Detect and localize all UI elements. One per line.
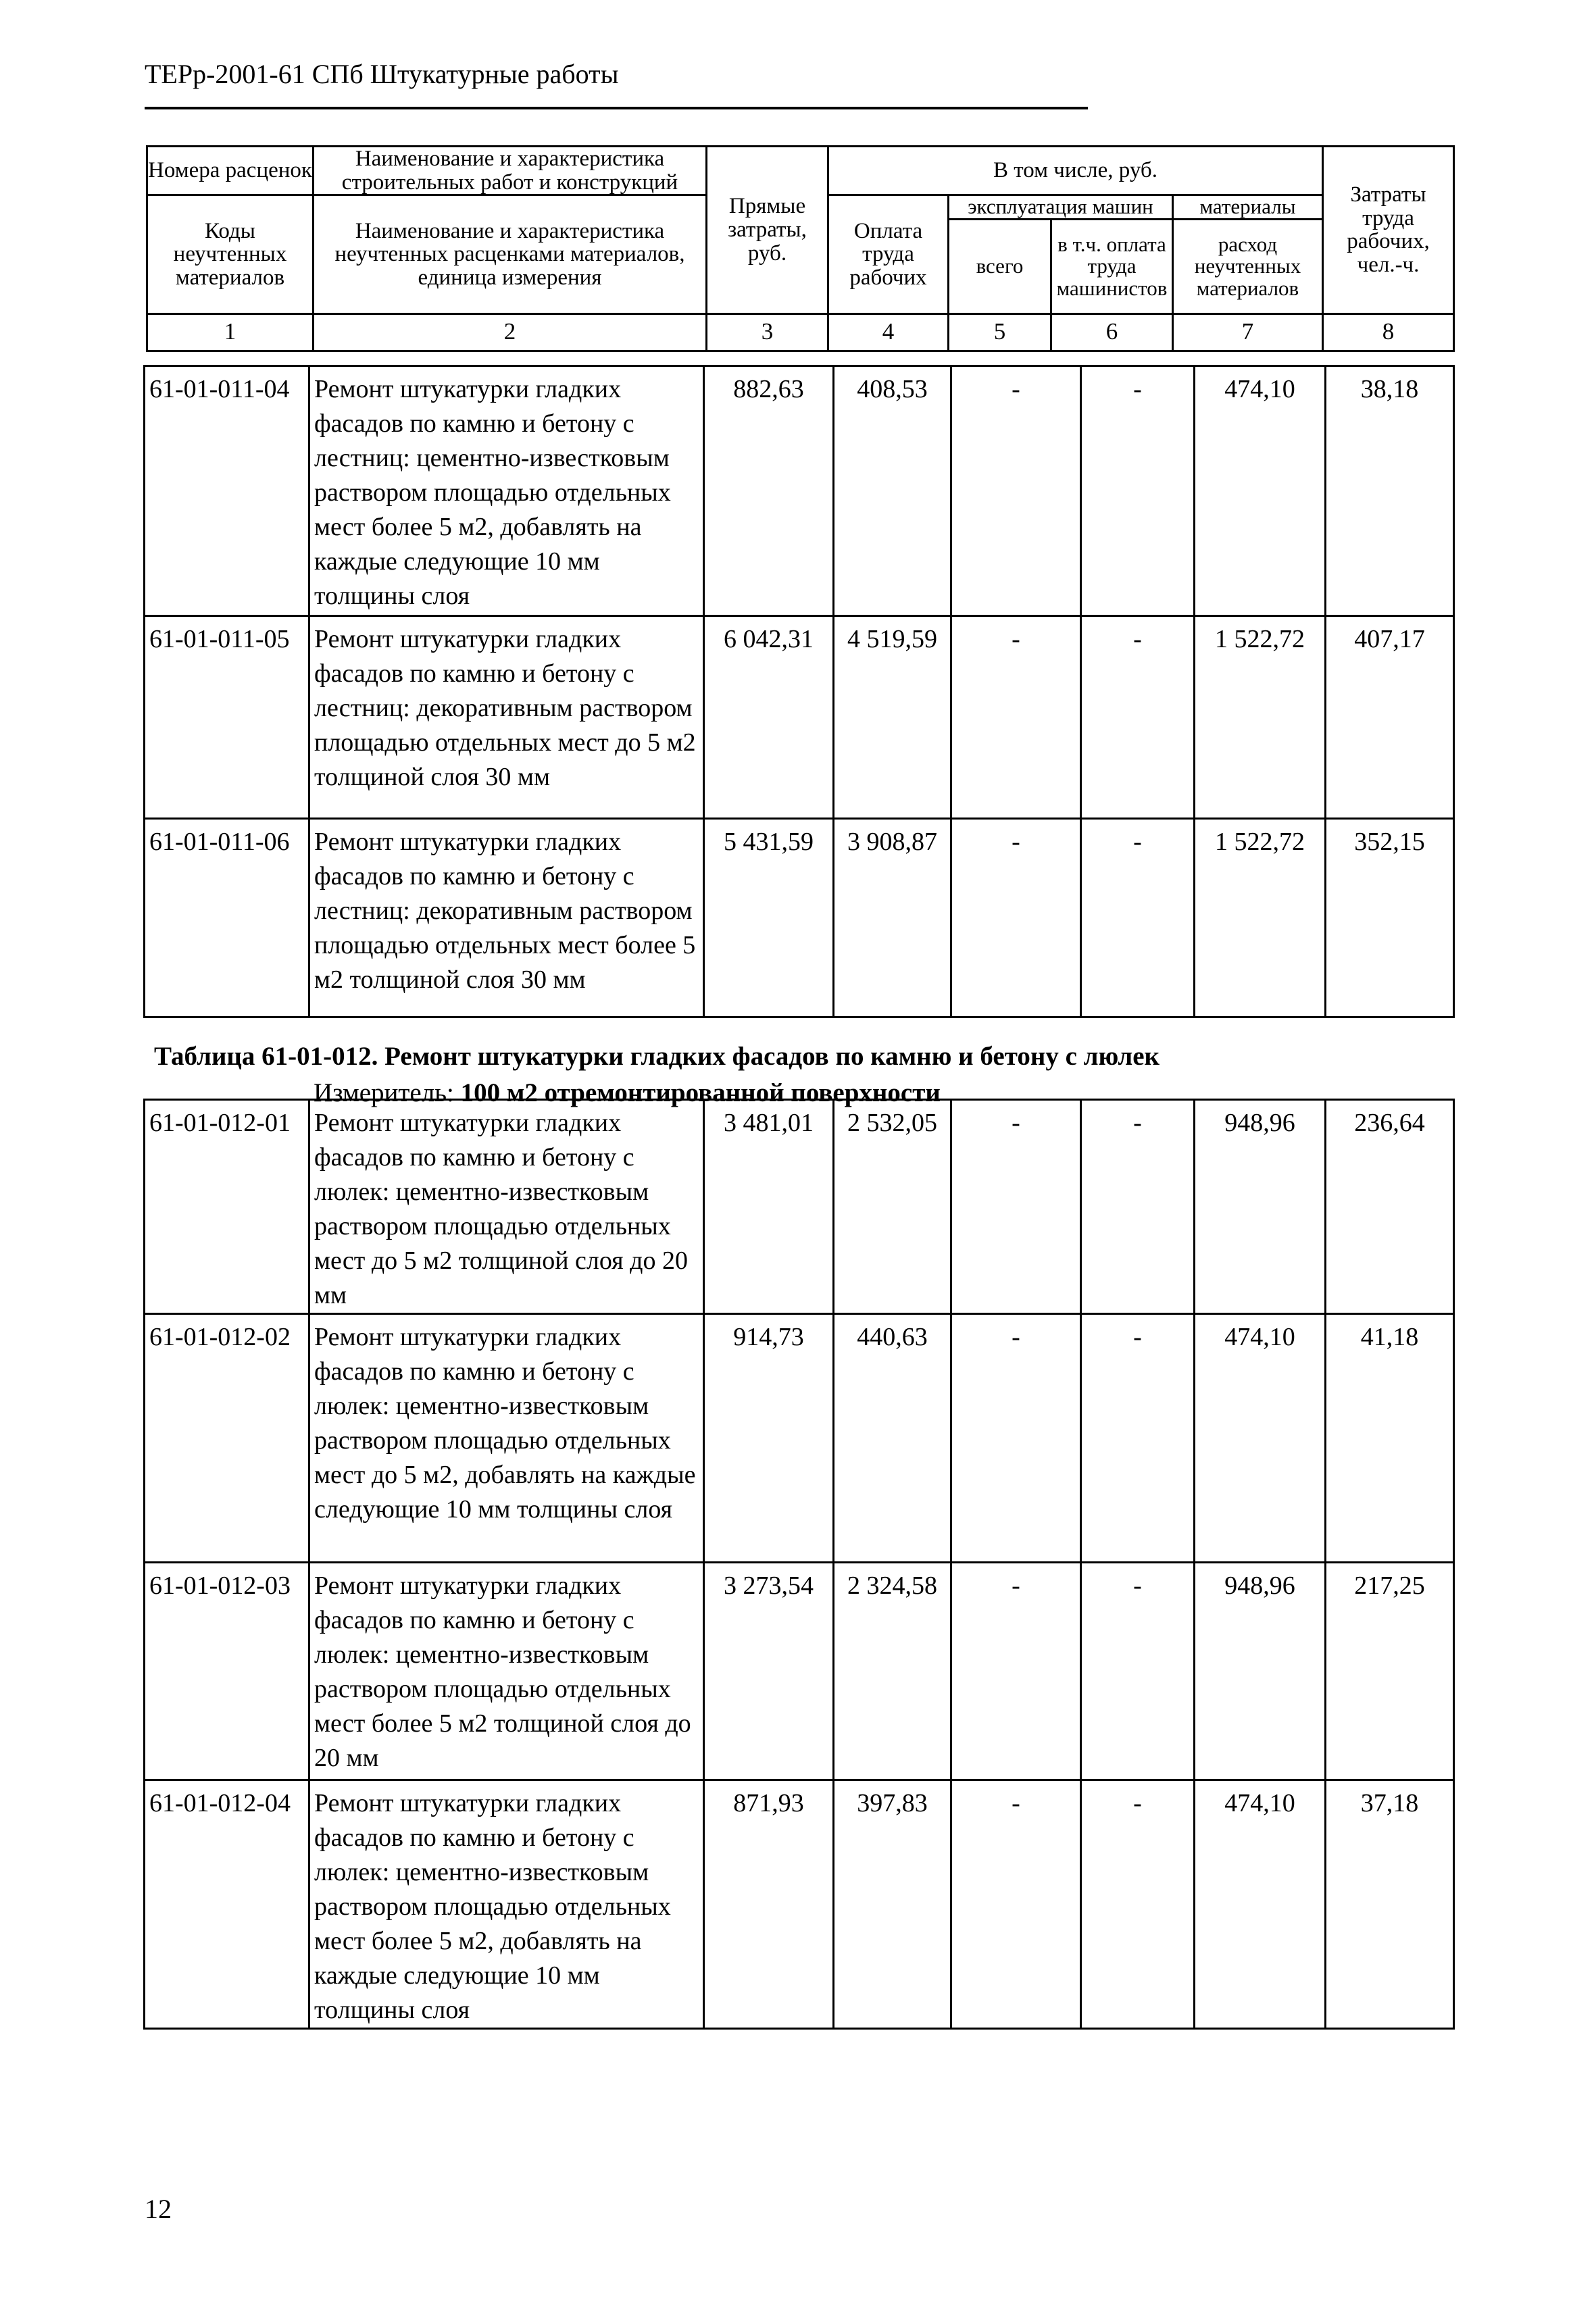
rate-code: 61-01-011-06 [145,819,309,1017]
machines-total: - [951,616,1081,819]
column-number: 4 [828,313,949,351]
column-number: 8 [1323,313,1454,351]
column-number: 3 [707,313,828,351]
materials-cost: 948,96 [1195,1100,1326,1314]
machinists-pay: - [1081,1314,1195,1563]
direct-costs: 3 273,54 [704,1563,834,1780]
table-row [145,1563,1454,1780]
measure-value: 100 м2 отремонтированной поверхности [460,1078,941,1107]
table-row [145,1314,1454,1563]
header-labor-cost: Затраты труда рабочих, чел.-ч. [1323,147,1454,314]
labor-hours: 37,18 [1326,1780,1454,2029]
machinists-pay: - [1081,1563,1195,1780]
rate-code: 61-01-012-02 [145,1314,309,1563]
rate-description: Ремонт штукатурки гладких фасадов по камню и бетону с люлек: цементно-известковым раствором площадью отдельных мест до 5 м2, добавлять на каждые следующие 10 мм толщины слоя [309,1314,704,1563]
machinists-pay: - [1081,1100,1195,1314]
rate-description: Ремонт штукатурки гладких фасадов по камню и бетону с люлек: цементно-известковым раствором площадью отдельных мест до 5 м2 толщиной слоя до 20 мм [309,1100,704,1314]
labor-hours: 41,18 [1326,1314,1454,1563]
header-direct-costs: Прямые затраты, руб. [707,147,828,314]
header-materials-sub: расход неучтенных материалов [1173,219,1323,313]
labor-pay: 2 324,58 [834,1563,951,1780]
machines-total: - [951,366,1081,616]
column-number: 2 [314,313,707,351]
machines-total: - [951,1100,1081,1314]
measure-label: Измеритель: [314,1078,454,1107]
page-number: 12 [145,2194,172,2224]
rate-code: 61-01-012-01 [145,1100,309,1314]
machines-total: - [951,1780,1081,2029]
materials-cost: 1 522,72 [1195,819,1326,1017]
direct-costs: 6 042,31 [704,616,834,819]
rate-description: Ремонт штукатурки гладких фасадов по камню и бетону с лестниц: декоративным раствором площадью отдельных мест более 5 м2 толщиной слоя 30 мм [309,819,704,1017]
labor-hours: 217,25 [1326,1563,1454,1780]
table-row [145,366,1454,616]
header-machines: эксплуатация машин [949,195,1173,220]
header-rate-numbers: Номера расценок [147,147,314,195]
rate-code: 61-01-012-03 [145,1563,309,1780]
labor-pay: 440,63 [834,1314,951,1563]
materials-cost: 474,10 [1195,1780,1326,2029]
column-header-table [146,145,1455,352]
machines-total: - [951,1314,1081,1563]
machinists-pay: - [1081,819,1195,1017]
labor-pay: 408,53 [834,366,951,616]
header-machinists-pay: в т.ч. оплата труда машинистов [1051,219,1173,313]
labor-hours: 407,17 [1326,616,1454,819]
materials-cost: 948,96 [1195,1563,1326,1780]
labor-pay: 2 532,05 [834,1100,951,1314]
column-number: 5 [949,313,1051,351]
materials-cost: 474,10 [1195,366,1326,616]
labor-hours: 38,18 [1326,366,1454,616]
header-machines-total: всего [949,219,1051,313]
direct-costs: 3 481,01 [704,1100,834,1314]
machines-total: - [951,819,1081,1017]
header-material-name: Наименование и характеристика неучтенных расценками материалов, единица измерения [314,195,707,314]
direct-costs: 914,73 [704,1314,834,1563]
rate-code: 61-01-011-04 [145,366,309,616]
rate-description: Ремонт штукатурки гладких фасадов по камню и бетону с люлек: цементно-известковым раствором площадью отдельных мест более 5 м2, добавлять на каждые следующие 10 мм толщины слоя [309,1780,704,2029]
direct-costs: 882,63 [704,366,834,616]
machines-total: - [951,1563,1081,1780]
materials-cost: 474,10 [1195,1314,1326,1563]
rate-code: 61-01-012-04 [145,1780,309,2029]
rate-description: Ремонт штукатурки гладких фасадов по камню и бетону с лестниц: цементно-известковым раствором площадью отдельных мест более 5 м2, добавлять на каждые следующие 10 мм толщины слоя [309,366,704,616]
labor-pay: 3 908,87 [834,819,951,1017]
rates-table-011 [143,365,1455,1018]
rate-description: Ремонт штукатурки гладких фасадов по камню и бетону с лестниц: декоративным раствором площадью отдельных мест до 5 м2 толщиной слоя 30 мм [309,616,704,819]
header-materials: материалы [1173,195,1323,220]
machinists-pay: - [1081,1780,1195,2029]
machinists-pay: - [1081,366,1195,616]
header-including: В том числе, руб. [828,147,1323,195]
rate-description: Ремонт штукатурки гладких фасадов по камню и бетону с люлек: цементно-известковым раствором площадью отдельных мест более 5 м2 толщиной слоя до 20 мм [309,1563,704,1780]
labor-hours: 352,15 [1326,819,1454,1017]
table-row [145,1100,1454,1314]
rates-table-012 [143,1099,1455,2030]
table-row [145,1780,1454,2029]
column-number: 7 [1173,313,1323,351]
labor-pay: 4 519,59 [834,616,951,819]
running-head: ТЕРр-2001-61 СПб Штукатурные работы [145,59,619,89]
header-material-codes: Коды неучтенных материалов [147,195,314,314]
header-rule [145,107,1088,109]
table-row [145,819,1454,1017]
labor-hours: 236,64 [1326,1100,1454,1314]
machinists-pay: - [1081,616,1195,819]
header-labor-pay: Оплата труда рабочих [828,195,949,314]
direct-costs: 5 431,59 [704,819,834,1017]
direct-costs: 871,93 [704,1780,834,2029]
rate-code: 61-01-011-05 [145,616,309,819]
column-number: 1 [147,313,314,351]
labor-pay: 397,83 [834,1780,951,2029]
table-caption: Таблица 61-01-012. Ремонт штукатурки гладких фасадов по камню и бетону с люлек [154,1042,1159,1071]
column-number: 6 [1051,313,1173,351]
table-row [145,616,1454,819]
header-work-name: Наименование и характеристика строительных работ и конструкций [314,147,707,195]
materials-cost: 1 522,72 [1195,616,1326,819]
